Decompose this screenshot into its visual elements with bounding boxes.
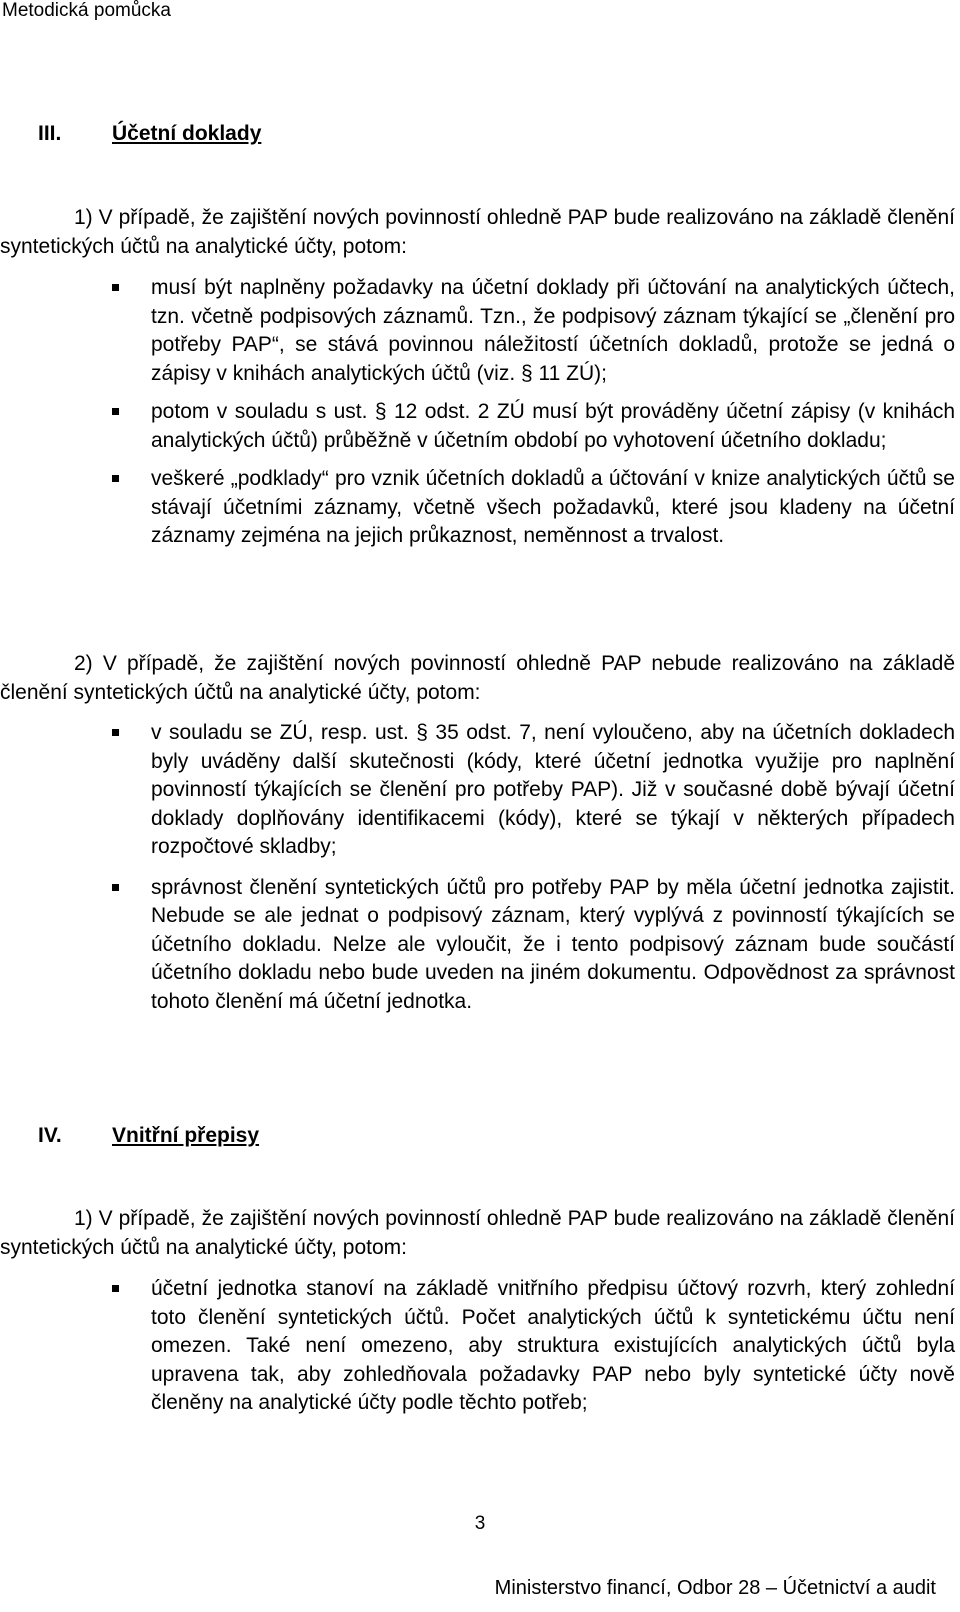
list-item-text: potom v souladu s ust. § 12 odst. 2 ZÚ musí být prováděny účetní zápisy (v knihách analytických účtů) průběžně v účetním období po vyhotovení účetního dokladu;: [151, 400, 955, 452]
square-bullet-icon: [112, 1285, 119, 1292]
square-bullet-icon: [112, 408, 119, 415]
list-item: [0, 398, 955, 455]
list-item: [0, 874, 955, 1017]
list-item-text: musí být naplněny požadavky na účetní doklady při účtování na analytických účtech, tzn. včetně podpisových záznamů. Tzn., že podpisový záznam týkající se „členění pro potřeby PAP“, se stává povinnou náležitostí účetních dokladů, protože se jedná o zápisy v knihách analytických účtů (viz. § 11 ZÚ);: [151, 276, 955, 385]
bullet-list: [0, 274, 955, 551]
section-title: Účetní doklady: [112, 122, 262, 145]
list-item-text: účetní jednotka stanoví na základě vnitřního předpisu účtový rozvrh, který zohlední toto členění syntetických účtů. Počet analytických účtů k syntetickému účtu není omezen. Také není omezeno, aby struktura existujících analytických účtů byla upravena tak, aby zohledňovala požadavky PAP nebo byly syntetické účty nově členěny na analytické účty podle těchto potřeb;: [151, 1277, 955, 1414]
bullet-list: [0, 719, 955, 1016]
page-footer: Ministerstvo financí, Odbor 28 – Účetnictví a audit: [494, 1577, 936, 1599]
bullet-list: [0, 1275, 955, 1418]
list-item-text: správnost členění syntetických účtů pro potřeby PAP by měla účetní jednotka zajistit. Nebude se ale jednat o podpisový záznam, který vyplývá z povinností týkajících se účetního dokladu. Nelze ale vyloučit, že i tento podpisový záznam bude součástí účetního dokladu nebo bude uveden na jiném dokumentu. Odpovědnost za správnost tohoto členění má účetní jednotka.: [151, 875, 955, 1013]
list-item: [0, 719, 955, 862]
list-item: [0, 274, 955, 388]
page-header: Metodická pomůcka: [2, 0, 171, 21]
section-number: IV.: [38, 1124, 62, 1147]
list-item-text: veškeré „podklady“ pro vznik účetních dokladů a účtování v knize analytických účtů se stávají účetními záznamy, včetně všech požadavků, které jsou kladeny na účetní záznamy zejména na jejich průkaznost, neměnnost a trvalost.: [151, 467, 955, 547]
list-item: [0, 465, 955, 551]
section-number: III.: [38, 122, 62, 145]
square-bullet-icon: [112, 729, 119, 736]
list-item-text: v souladu se ZÚ, resp. ust. § 35 odst. 7, není vyloučeno, aby na účetních dokladech byly uváděny další skutečnosti (kódy, které účetní jednotka využije pro naplnění povinností týkajících se členění pro potřeby PAP). Již v současné době bývají účetní doklady doplňovány identifikacemi (kódy), které se týkají v některých případech rozpočtové skladby;: [151, 721, 955, 858]
square-bullet-icon: [112, 884, 119, 891]
list-item: [0, 1275, 955, 1418]
page-number: 3: [474, 1513, 486, 1534]
paragraph: 1) V případě, že zajištění nových povinností ohledně PAP bude realizováno na základě členění syntetických účtů na analytické účty, potom:: [0, 206, 955, 258]
square-bullet-icon: [112, 284, 119, 291]
section-title: Vnitřní přepisy: [112, 1124, 260, 1147]
paragraph: 1) V případě, že zajištění nových povinností ohledně PAP bude realizováno na základě členění syntetických účtů na analytické účty, potom:: [0, 1207, 955, 1259]
section-heading: [38, 122, 261, 146]
square-bullet-icon: [112, 475, 119, 482]
section-heading: [38, 1124, 259, 1148]
paragraph: 2) V případě, že zajištění nových povinností ohledně PAP nebude realizováno na základě členění syntetických účtů na analytické účty, potom:: [0, 652, 955, 704]
